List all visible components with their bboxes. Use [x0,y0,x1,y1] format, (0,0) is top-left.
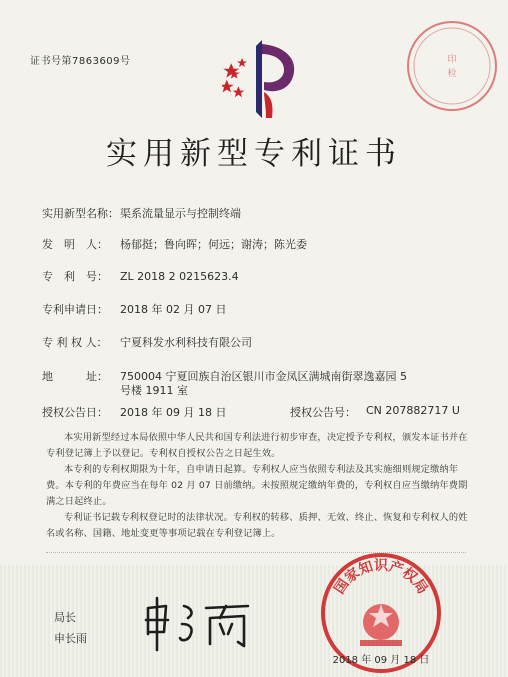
certificate-body [46,430,470,542]
address-line-1: 750004 宁夏回族自治区银川市金凤区满城南街翠逸嘉园 5 [120,370,407,383]
certificate-title: 实用新型专利证书 [106,136,402,172]
application-date-value: 2018 年 02 月 07 日 [120,303,227,316]
inventor-value: 杨郁挺；鲁向晖；何远；谢涛；陈光委 [120,238,307,251]
grant-date-value: 2018 年 09 月 18 日 [120,406,227,419]
svg-text:检: 检 [447,69,457,79]
patentee-value: 宁夏科发水利科技有限公司 [120,336,252,349]
patent-office-logo-icon [222,36,302,120]
director-name: 申长雨 [54,632,87,645]
grant-number-value: CN 207882717 U [366,404,460,417]
grant-date-label: 授权公告日： [42,406,108,419]
address-line-2: 号楼 1911 室 [120,384,188,397]
director-signature-icon [140,594,260,654]
application-date-label: 专利申请日： [42,303,108,316]
svg-text:国家知识产权局: 国家知识产权局 [331,558,431,598]
director-title: 局长 [54,611,76,624]
patent-number-value: ZL 2018 2 0215623.4 [120,270,239,283]
patent-number-label: 专 利 号： [42,270,108,283]
seal-date: 2018 年 09 月 18 日 [332,655,430,666]
utility-name-value: 渠系流量显示与控制终端 [120,207,241,220]
grant-number-label: 授权公告号： [290,406,356,419]
body-paragraph-3: 专利证书记载专利权登记时的法律状况。专利权的转移、质押、无效、终止、恢复和专利权人的姓名或名称、国籍、地址变更等事项记载在专利登记簿上。 [46,512,468,539]
top-right-red-seal-icon [404,18,500,114]
utility-name-label: 实用新型名称： [42,207,119,220]
body-paragraph-2: 本专利的专利权期限为十年，自申请日起算。专利权人应当依照专利法及其实施细则规定缴纳年费。本专利的年费应当在每年 02 月 07 日前缴纳。未按照规定缴纳年费的，专利权自应当缴纳年费期满之日起终止。 [46,464,468,507]
certificate-number: 证书号第7863609号 [30,56,131,67]
body-paragraph-1: 本实用新型经过本局依照中华人民共和国专利法进行初步审查，决定授予专利权，颁发本证书并在专利登记簿上予以登记。专利权自授权公告之日起生效。 [46,432,468,459]
patentee-label: 专 利 权 人： [42,336,108,349]
svg-text:印: 印 [447,55,457,65]
inventor-label: 发 明 人： [42,238,108,251]
address-label: 地 址： [42,370,108,383]
